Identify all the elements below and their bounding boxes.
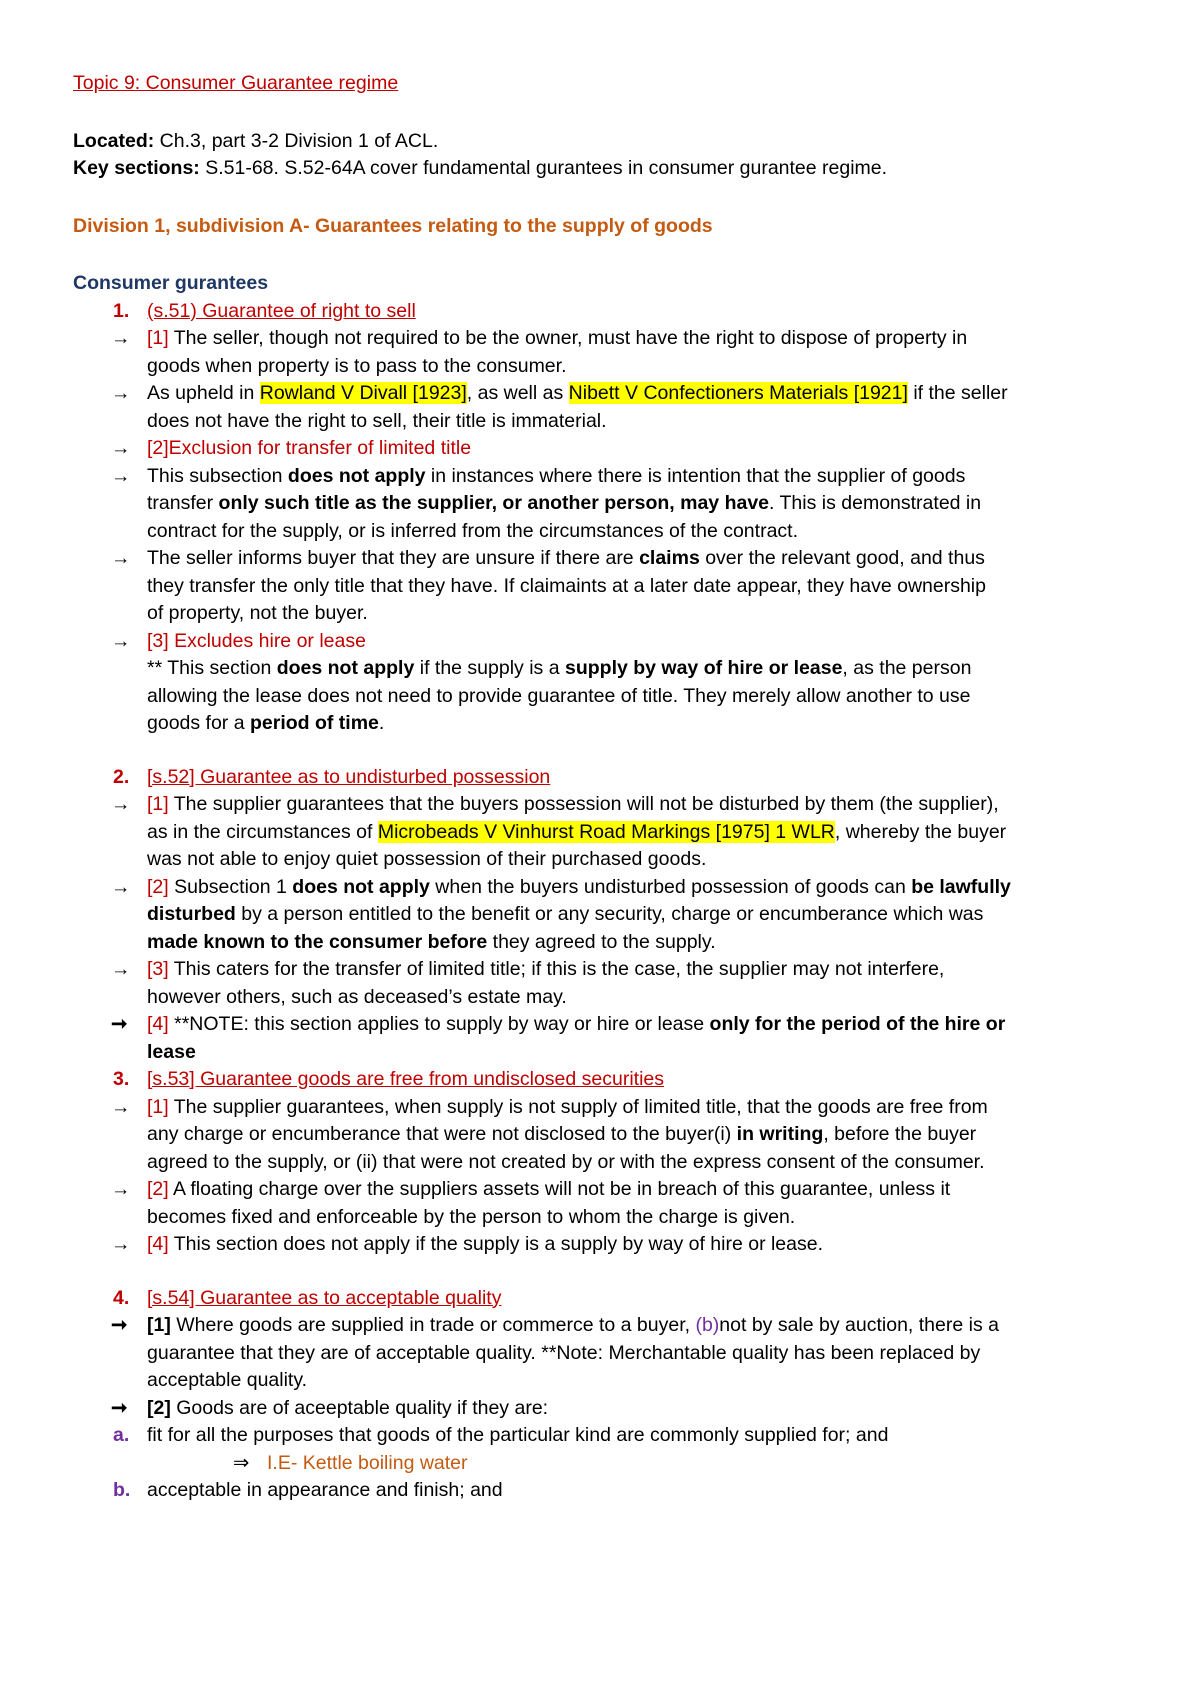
- alpha-label: a.: [113, 1424, 130, 1446]
- bullet-text: As upheld in: [147, 382, 260, 404]
- example-item: [73, 1450, 1143, 1478]
- bullet-item: [73, 1011, 1143, 1066]
- bold-text: period of time: [249, 712, 379, 734]
- bullet-text: when the buyers undisturbed possession of goods can: [429, 875, 912, 898]
- alpha-item: [73, 1422, 1143, 1450]
- bold-text: in writing: [736, 1123, 824, 1145]
- purple-text: (b): [695, 1314, 720, 1336]
- bullet-text: in instances where there is intention that the supplier of goods: [425, 464, 966, 487]
- bold-arrow-icon: ➞: [111, 1013, 128, 1035]
- section-heading-s51: [73, 298, 1143, 326]
- alpha-label: b.: [113, 1479, 131, 1501]
- bullet-item: [73, 1395, 1143, 1423]
- bullet-text: The supplier guarantees that the buyers possession will not be disturbed by them (the supplier),: [168, 793, 999, 815]
- subsection-tag: [4]: [147, 1233, 169, 1255]
- list-number: 1.: [113, 299, 130, 322]
- bullet-text: This subsection: [147, 464, 288, 487]
- bullet-text: of property, not the buyer.: [147, 602, 368, 624]
- bullet-text: becomes fixed and enforceable by the person to whom the charge is given.: [147, 1205, 796, 1228]
- bold-text: claims: [639, 547, 700, 569]
- alpha-text: fit for all the purposes that goods of the particular kind are commonly supplied for; and: [147, 1424, 889, 1446]
- bullet-text: , whereby the buyer: [834, 820, 1007, 843]
- bullet-text: , before the buyer: [823, 1123, 977, 1145]
- bullet-text: by a person entitled to the benefit or any security, charge or encumberance which was: [235, 903, 984, 925]
- consumer-heading: Consumer gurantees: [73, 272, 269, 294]
- bullet-text: Subsection 1: [168, 875, 293, 898]
- bullet-text: A floating charge over the suppliers assets will not be in breach of this guarantee, unless it: [168, 1178, 951, 1200]
- case-highlight: Nibett V Confectioners Materials [1921]: [568, 382, 908, 404]
- bullet-text: Where goods are supplied in trade or commerce to a buyer,: [170, 1314, 696, 1336]
- subsection-tag: [2]: [147, 1396, 171, 1419]
- bullet-text: not by sale by auction, there is a: [719, 1314, 999, 1336]
- section-title: [s.52] Guarantee as to undisturbed possession: [147, 765, 551, 788]
- double-arrow-icon: ⇒: [233, 1451, 250, 1474]
- bullet-text: however others, such as deceased’s estate may.: [147, 985, 567, 1008]
- case-highlight: Microbeads V Vinhurst Road Markings [1975] 1 WLR: [377, 820, 835, 843]
- bullet-text: , as well as: [466, 382, 569, 404]
- division-heading: Division 1, subdivision A- Guarantees relating to the supply of goods: [73, 214, 713, 237]
- bullet-text: agreed to the supply, or (ii) that were not created by or with the express consent of the consumer.: [147, 1150, 985, 1173]
- bullet-item: [73, 380, 1143, 435]
- arrow-icon: →: [111, 629, 131, 652]
- bullet-text: acceptable quality.: [147, 1369, 308, 1391]
- subsection-heading: [2]Exclusion for transfer of limited title: [147, 437, 472, 459]
- located-text: Ch.3, part 3-2 Division 1 of ACL.: [154, 129, 439, 152]
- bullet-text: .: [378, 712, 385, 734]
- bullet-text: The seller informs buyer that they are unsure if there are: [147, 547, 640, 569]
- bold-arrow-icon: ➞: [111, 1396, 128, 1419]
- bullet-text: contract for the supply, or is inferred from the circumstances of the contract.: [147, 519, 798, 542]
- bold-text: disturbed: [147, 903, 236, 925]
- arrow-icon: →: [111, 875, 131, 898]
- bold-text: does not apply: [292, 875, 430, 898]
- alpha-text: acceptable in appearance and finish; and: [147, 1479, 503, 1501]
- bullet-text: if the supply is a: [414, 657, 565, 679]
- section-title: [s.53] Guarantee goods are free from undisclosed securities: [147, 1068, 665, 1090]
- bold-text: lease: [147, 1040, 196, 1063]
- bullet-text: does not have the right to sell, their title is immaterial.: [147, 409, 607, 432]
- subsection-tag: [3]: [147, 958, 169, 980]
- bullet-item: [73, 791, 1143, 874]
- bullet-text: The supplier guarantees, when supply is not supply of limited title, that the goods are free from: [168, 1095, 988, 1118]
- bold-text: be lawfully: [911, 875, 1011, 898]
- key-sections-text: S.51-68. S.52-64A cover fundamental gurantees in consumer gurantee regime.: [199, 157, 888, 179]
- bullet-text: over the relevant good, and thus: [699, 547, 985, 569]
- located-label: Located:: [73, 129, 155, 152]
- bullet-item: [73, 325, 1143, 380]
- document-page: [73, 70, 1143, 1505]
- bullet-text: goods for a: [147, 712, 250, 734]
- subsection-heading: [3] Excludes hire or lease: [147, 629, 366, 652]
- bullet-text: transfer: [147, 492, 219, 514]
- subsection-tag: [2]: [147, 875, 169, 898]
- arrow-icon: →: [111, 793, 131, 815]
- bullet-text: was not able to enjoy quiet possession of their purchased goods.: [147, 848, 707, 870]
- subsection-tag: [2]: [147, 1178, 169, 1200]
- list-number: 4.: [113, 1286, 130, 1309]
- bullet-item: [73, 545, 1143, 628]
- bullet-text: goods when property is to pass to the consumer.: [147, 354, 567, 377]
- arrow-icon: →: [111, 1233, 131, 1255]
- bold-text: made known to the consumer before: [147, 930, 488, 953]
- subsection-tag: [4]: [147, 1013, 169, 1035]
- bullet-text: The seller, though not required to be the owner, must have the right to dispose of property in: [168, 327, 968, 349]
- section-heading-s54: [73, 1285, 1143, 1313]
- bullet-item: [73, 1312, 1143, 1395]
- bold-text: supply by way of hire or lease: [564, 657, 843, 679]
- bullet-item: [73, 1094, 1143, 1177]
- bold-arrow-icon: ➞: [111, 1314, 128, 1336]
- bullet-text: they transfer the only title that they have. If claimaints at a later date appear, they have ownership: [147, 574, 986, 597]
- located-line: [73, 128, 1143, 156]
- bullet-item: [73, 628, 1143, 738]
- arrow-icon: →: [111, 327, 131, 349]
- bullet-text: allowing the lease does not need to provide guarantee of title. They merely allow another to use: [147, 684, 971, 707]
- bold-text: does not apply: [287, 464, 426, 487]
- section-heading-s53: [73, 1066, 1143, 1094]
- bullet-item: [73, 1231, 1143, 1259]
- subsection-tag: [1]: [147, 327, 169, 349]
- alpha-item: [73, 1477, 1143, 1505]
- bullet-text: ** This section: [147, 657, 277, 679]
- case-highlight: Rowland V Divall [1923]: [259, 382, 467, 404]
- example-text: I.E- Kettle boiling water: [267, 1451, 468, 1474]
- key-sections-label: Key sections:: [73, 157, 200, 179]
- arrow-icon: →: [111, 1178, 131, 1200]
- arrow-icon: →: [111, 437, 131, 459]
- arrow-icon: →: [111, 547, 131, 569]
- section-title: [s.54] Guarantee as to acceptable quality: [147, 1286, 502, 1309]
- bullet-text: if the seller: [907, 382, 1008, 404]
- bullet-text: This caters for the transfer of limited title; if this is the case, the supplier may not interfere,: [168, 958, 945, 980]
- bullet-item: [73, 463, 1143, 546]
- list-number: 2.: [113, 765, 130, 788]
- bullet-text: as in the circumstances of: [147, 820, 378, 843]
- bullet-text: . This is demonstrated in: [769, 492, 982, 514]
- bullet-item: [73, 874, 1143, 957]
- bullet-text: Goods are of aceeptable quality if they are:: [170, 1396, 549, 1419]
- section-title: (s.51) Guarantee of right to sell: [147, 299, 416, 322]
- bold-text: only such title as the supplier, or another person, may have: [218, 492, 770, 514]
- bold-text: does not apply: [276, 657, 415, 679]
- bullet-text: , as the person: [842, 657, 972, 679]
- bullet-item: [73, 1176, 1143, 1231]
- bullet-text: **NOTE: this section applies to supply by way or hire or lease: [168, 1013, 710, 1035]
- bullet-text: any charge or encumberance that were not disclosed to the buyer(i): [147, 1123, 737, 1145]
- arrow-icon: →: [111, 382, 131, 404]
- bullet-text: guarantee that they are of acceptable quality. **Note: Merchantable quality has been replaced by: [147, 1341, 981, 1364]
- arrow-icon: →: [111, 464, 131, 487]
- key-sections-line: [73, 155, 1143, 183]
- subsection-tag: [1]: [147, 793, 169, 815]
- page-title: Topic 9: Consumer Guarantee regime: [73, 72, 399, 94]
- subsection-tag: [1]: [147, 1314, 171, 1336]
- arrow-icon: →: [111, 1095, 131, 1118]
- bullet-text: they agreed to the supply.: [487, 930, 716, 953]
- subsection-tag: [1]: [147, 1095, 169, 1118]
- bold-text: only for the period of the hire or: [709, 1013, 1006, 1035]
- bullet-item: [73, 956, 1143, 1011]
- arrow-icon: →: [111, 958, 131, 980]
- list-number: 3.: [113, 1068, 130, 1090]
- bullet-item: [73, 435, 1143, 463]
- bullet-text: This section does not apply if the supply is a supply by way of hire or lease.: [168, 1233, 824, 1255]
- section-heading-s52: [73, 764, 1143, 792]
